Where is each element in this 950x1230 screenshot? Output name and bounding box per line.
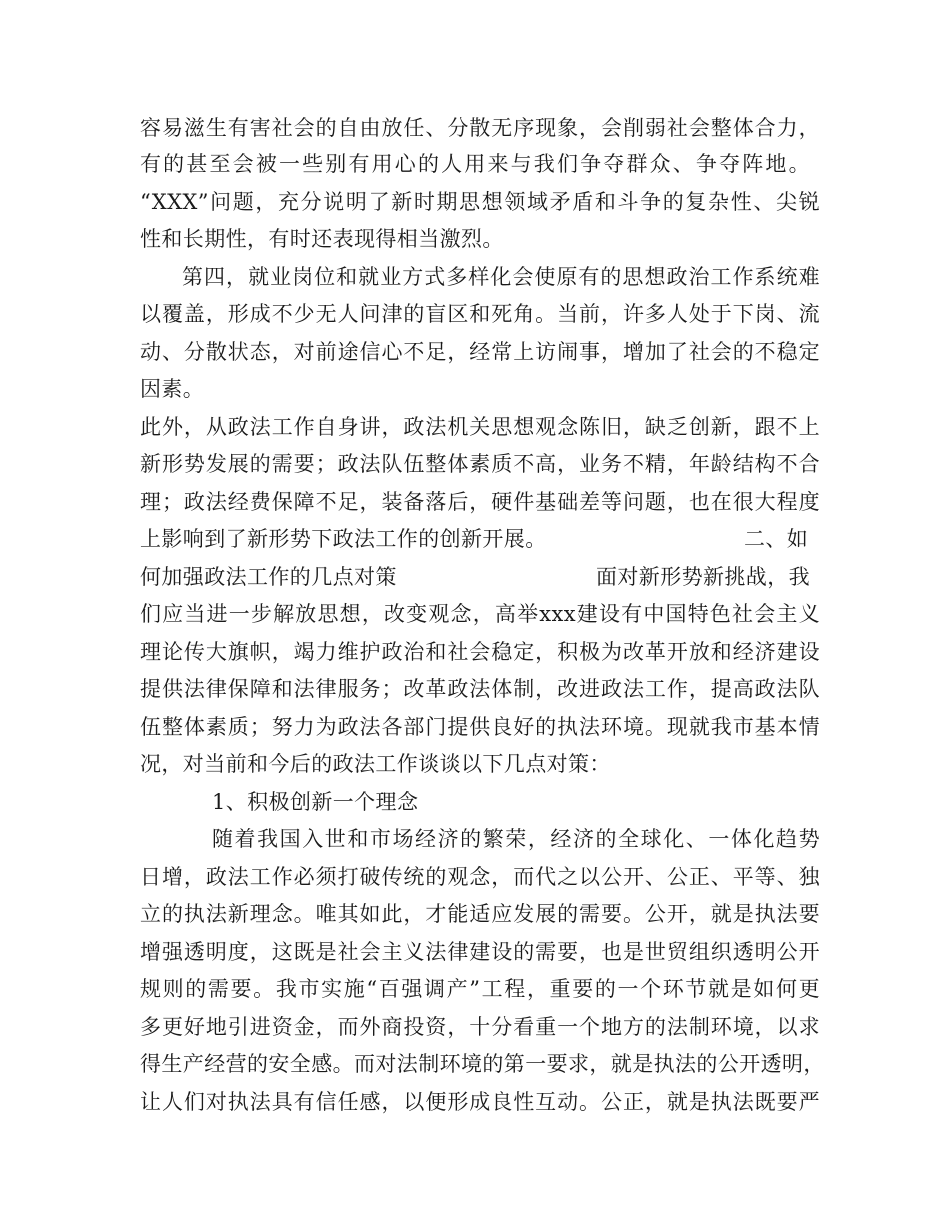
paragraph-line: 因素。 — [140, 377, 205, 401]
paragraph-line: 让人们对执法具有信任感，以便形成良性互动。公正，就是执法既要严 — [140, 1090, 820, 1114]
paragraph-line: 得生产经营的安全感。而对法制环境的第一要求，就是执法的公开透明， — [140, 1052, 825, 1076]
section-heading-start: 二、如 — [744, 527, 809, 551]
subsection-heading: 1、积极创新一个理念 — [212, 790, 419, 814]
paragraph-line: 动、分散状态，对前途信心不足，经常上访闹事，增加了社会的不稳定 — [140, 340, 820, 364]
section-heading-end: 何加强政法工作的几点对策 — [140, 565, 397, 589]
paragraph-line: 立的执法新理念。唯其如此，才能适应发展的需要。公开，就是执法要 — [140, 902, 820, 926]
paragraph-line: “XXX”问题，充分说明了新时期思想领域矛盾和斗争的复杂性、尖锐 — [140, 190, 820, 214]
paragraph-line: 第四，就业岗位和就业方式多样化会使原有的思想政治工作系统难 — [182, 265, 820, 289]
paragraph-line: 容易滋生有害社会的自由放任、分散无序现象，会削弱社会整体合力， — [140, 116, 820, 140]
paragraph-line: 以覆盖，形成不少无人问津的盲区和死角。当前，许多人处于下岗、流 — [140, 302, 820, 326]
paragraph-line: 伍整体素质；努力为政法各部门提供良好的执法环境。现就我市基本情 — [140, 715, 820, 739]
paragraph-line: 提供法律保障和法律服务；改革政法体制，改进政法工作，提高政法队 — [140, 677, 820, 701]
line-segment: 面对新形势新挑战，我 — [596, 565, 810, 589]
paragraph-line: 此外，从政法工作自身讲，政法机关思想观念陈旧，缺乏创新，跟不上 — [140, 415, 820, 439]
paragraph-line: 理论传大旗帜，竭力维护政治和社会稳定，积极为改革开放和经济建设 — [140, 640, 820, 664]
paragraph-line: 随着我国入世和市场经济的繁荣，经济的全球化、一体化趋势 — [212, 827, 820, 851]
paragraph-line: 有的甚至会被一些别有用心的人用来与我们争夺群众、争夺阵地。 — [140, 152, 810, 176]
paragraph-line: 理；政法经费保障不足，装备落后，硬件基础差等问题，也在很大程度 — [140, 490, 820, 514]
paragraph-line: 新形势发展的需要；政法队伍整体素质不高，业务不精，年龄结构不合 — [140, 452, 820, 476]
paragraph-line: 多更好地引进资金，而外商投资，十分看重一个地方的法制环境，以求 — [140, 1015, 820, 1039]
paragraph-line: 况，对当前和今后的政法工作谈谈以下几点对策： — [140, 752, 611, 776]
paragraph-line: 们应当进一步解放思想，改变观念，高举xxx建设有中国特色社会主义 — [140, 602, 820, 626]
paragraph-line: 增强透明度，这既是社会主义法律建设的需要，也是世贸组织透明公开 — [140, 940, 820, 964]
line-segment: 上影响到了新形势下政法工作的创新开展。 — [140, 527, 547, 551]
paragraph-line: 日增，政法工作必须打破传统的观念，而代之以公开、公正、平等、独 — [140, 865, 820, 889]
paragraph-line: 规则的需要。我市实施“百强调产”工程，重要的一个环节就是如何更 — [140, 977, 820, 1001]
paragraph-line: 性和长期性，有时还表现得相当激烈。 — [140, 227, 504, 251]
